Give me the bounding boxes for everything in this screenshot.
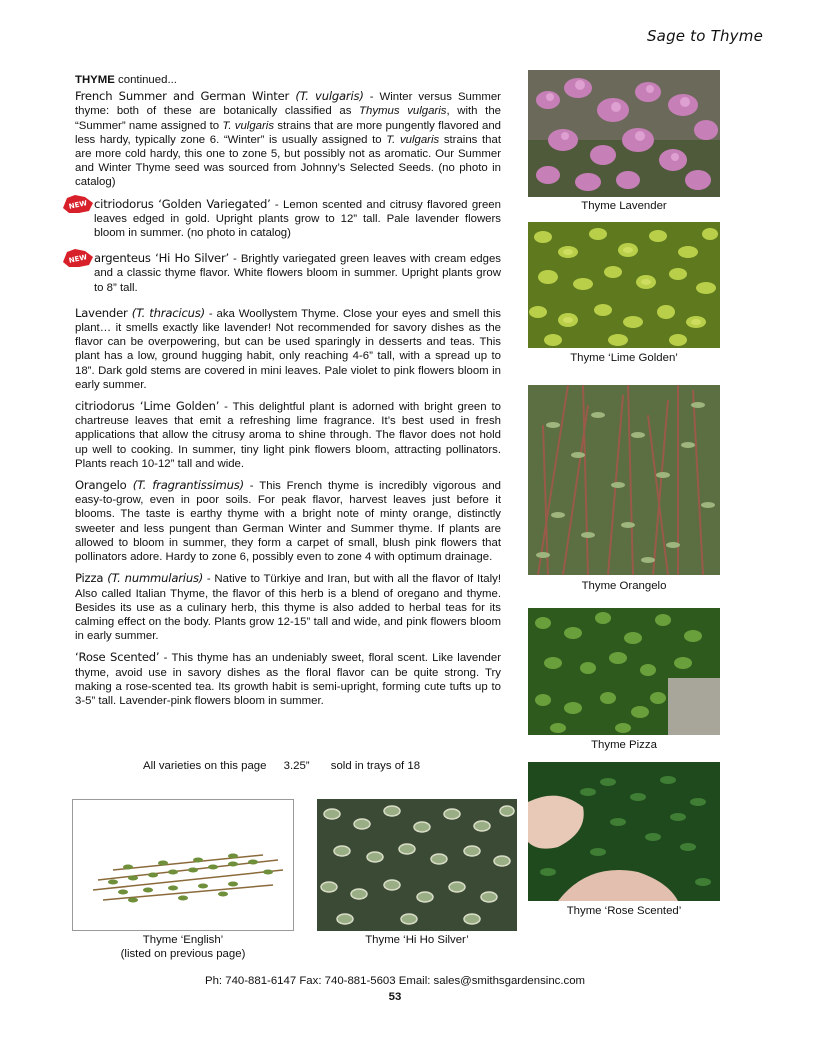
entry-french-text4: strains that are more cold hardy, this one to zone 5, but possibly not as aromatic. Our Summer and Winter Thyme seed was sourced from Johnny’s Selected Seeds. (no photo in catalog) xyxy=(75,133,501,189)
pizza-photo-image xyxy=(528,608,720,735)
entry-pizza-name: Pizza xyxy=(75,571,108,586)
page-number: 53 xyxy=(388,991,402,1003)
entry-french xyxy=(75,89,501,189)
new-badge-label: NEW xyxy=(68,253,88,266)
entry-golden xyxy=(68,196,501,241)
entry-french-latin: (T. vulgaris) xyxy=(295,89,364,104)
new-badge-label: NEW xyxy=(68,198,88,211)
entry-french-latin3: T. vulgaris xyxy=(222,119,275,132)
pricing-tray: sold in trays of 18 xyxy=(330,760,421,772)
header-title: Sage to Thyme xyxy=(646,27,763,45)
pricing-size: 3.25” xyxy=(283,760,310,772)
caption-hiho: Thyme ‘Hi Ho Silver’ xyxy=(365,934,469,946)
entry-pizza-latin: (T. nummularius) xyxy=(107,571,204,586)
entry-lavender-text: - aka Woollystem Thyme. Close your eyes and smell this plant… it smells exactly like lavender! Not recommended for savory dishes as the flavor can be overpowering, but can be used sparingly in desserts and teas. This plant has a low, ground hugging habit, only reaching 4-6” tall, with a spread up to 18”. Dark gold stems are covered in mini leaves. Pale violet to pink flowers bloom in early summer. xyxy=(75,307,501,391)
entry-orangelo xyxy=(75,478,501,564)
entry-french-text2: , with the “Summer” name assigned to xyxy=(75,105,501,132)
photo-hiho xyxy=(317,799,517,931)
entry-orangelo-name: Orangelo xyxy=(75,478,133,493)
footer-contact: Ph: 740-881-6147 Fax: 740-881-5603 Email: sales@smithsgardensinc.com xyxy=(204,975,586,987)
photo-orangelo xyxy=(528,385,720,575)
caption-lavender: Thyme Lavender xyxy=(581,200,667,212)
entry-hiho xyxy=(68,251,501,295)
entry-lime xyxy=(75,399,501,471)
caption-english-note: (listed on previous page) xyxy=(120,948,246,960)
entry-french-latin2: Thymus vulgaris xyxy=(359,105,447,118)
entry-hiho-name: argenteus ‘Hi Ho Silver’ xyxy=(94,251,230,266)
entry-lavender-latin: (T. thracicus) xyxy=(131,305,205,320)
entry-orangelo-text: - This French thyme is incredibly vigorous and easy-to-grow, even in poor soils. For peak flavor, harvest leaves just before it blooms. The taste is earthy thyme with a bright note of minty orange, distinctly sweeter and less pungent than German Winter and Summer thyme. If plants are allowed to bloom in summer, they form a carpet of small, blush pink flowers that pollinators adore. Hardy to zone 6, possibly even to zone 4 with optimum drainage. xyxy=(75,480,501,564)
entry-french-text3: strains that are more pungently flavored and less hardy, typically zone 6. “Winter” is usually assigned to xyxy=(75,119,501,146)
entry-rose-text: - This thyme has an undeniably sweet, floral scent. Like lavender thyme, avoid use in savory dishes as the floral flavor can be quite strong. Try making a rose-scented tea. Its growth habit is semi-upright, forming cute tufts up to 3-5” tall. Lavender-pink flowers bloom in summer. xyxy=(75,652,501,707)
caption-rose: Thyme ‘Rose Scented’ xyxy=(566,905,682,917)
caption-pizza: Thyme Pizza xyxy=(591,739,657,751)
section-heading xyxy=(75,73,501,87)
new-badge-icon xyxy=(61,194,95,214)
entry-lime-text: - This delightful plant is adorned with bright green to chartreuse leaves that emit a refreshing lime fragrance. It’s best used in fresh applications that allow the citrusy aroma to shine through. The flavor does not hold up well to cooking. In summer, tiny light pink flowers bloom, attracting pollinators. Plants reach 10-12” tall and wide. xyxy=(75,401,501,470)
entry-lime-name: citriodorus ‘Lime Golden’ xyxy=(75,399,220,414)
rose-photo-image xyxy=(528,762,720,901)
entry-french-latin4: T. vulgaris xyxy=(386,133,440,146)
orangelo-photo-image xyxy=(528,385,720,575)
lavender-photo-image xyxy=(528,70,720,197)
entry-pizza-text: - Native to Türkiye and Iran, but with all the flavor of Italy! Also called Italian Thyme, the flavor of this herb is a blend of oregano and thyme. Besides its use as a culinary herb, this thyme is also added to herbal teas for its calming effect on the body. Plants grow 12-15” tall and wide, and pink flowers bloom in early summer. xyxy=(75,573,501,643)
pricing-label: All varieties on this page xyxy=(143,760,267,772)
photo-rose xyxy=(528,762,720,901)
entry-golden-name: citriodorus ‘Golden Variegated’ xyxy=(94,196,271,211)
entry-orangelo-latin: (T. fragrantissimus) xyxy=(132,478,244,493)
photo-lime xyxy=(528,222,720,348)
section-continued: continued... xyxy=(114,74,177,86)
entry-hiho-text: - Brightly variegated green leaves with cream edges and a classic thyme flavor. White flowers bloom in summer. Upright plants grow to 8” tall. xyxy=(94,253,501,294)
caption-orangelo: Thyme Orangelo xyxy=(581,580,667,592)
hiho-photo-image xyxy=(317,799,517,931)
lime-photo-image xyxy=(528,222,720,348)
entry-pizza xyxy=(75,571,501,643)
caption-lime: Thyme ‘Lime Golden’ xyxy=(570,352,678,364)
entry-golden-text: - Lemon scented and citrusy flavored green leaves edged in gold. Upright plants grow to 12” tall. Pale lavender flowers bloom in summer. (no photo in catalog) xyxy=(94,198,501,240)
entry-rose-name: ‘Rose Scented’ xyxy=(75,650,160,665)
new-badge-icon xyxy=(61,248,95,268)
photo-pizza xyxy=(528,608,720,735)
photo-english xyxy=(72,799,294,931)
pricing-line xyxy=(143,760,420,772)
section-name: THYME xyxy=(75,74,115,86)
entry-french-name: French Summer and German Winter xyxy=(75,89,296,104)
entry-rose xyxy=(75,650,501,708)
caption-english xyxy=(72,933,294,961)
entry-lavender-name: Lavender xyxy=(75,305,132,320)
entry-french-text1: - Winter versus Summer thyme: both of these are botanically classified as xyxy=(75,91,501,118)
entry-lavender xyxy=(75,306,501,392)
english-photo-image xyxy=(73,800,293,930)
caption-english-title: Thyme ‘English’ xyxy=(142,934,224,946)
photo-lavender xyxy=(528,70,720,197)
text-column xyxy=(68,73,501,715)
